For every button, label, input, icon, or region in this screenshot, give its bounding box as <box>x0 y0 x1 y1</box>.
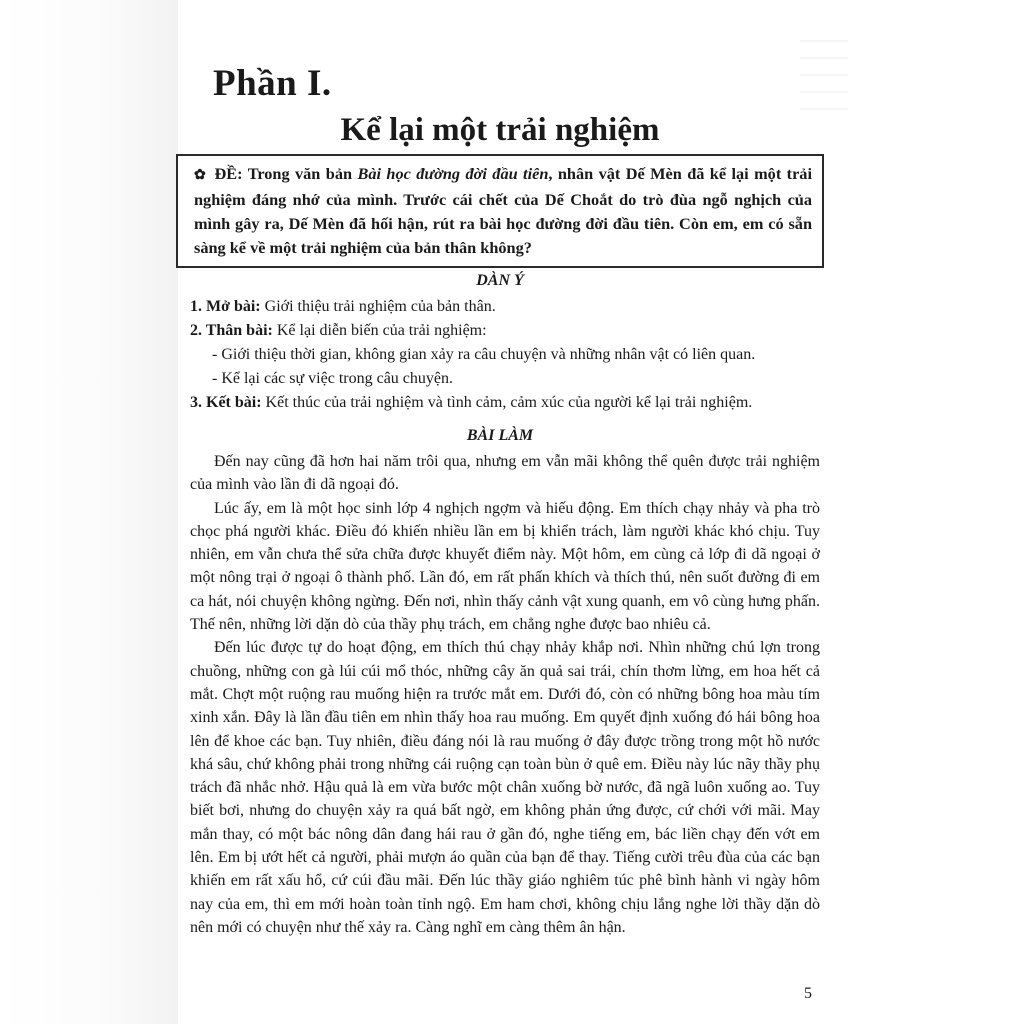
prompt-text-after: , nhân vật Dế Mèn đã kể lại một trải nghiệm đáng nhớ của mình. Trước cái chết của Dế Choắt do trò đùa ngỗ nghịch của mình gây ra, Dế Mèn đã hối hận, rút ra bài học đường đời đầu tiên. Còn em, em có sẵn sàng kể về một trải nghiệm của bản thân không? <box>194 164 812 257</box>
prompt-box <box>176 154 824 268</box>
outline-item-label: 1. Mở bài: <box>190 298 261 315</box>
outline-item-text: Kể lại diễn biến của trải nghiệm: <box>276 322 487 339</box>
essay-paragraph: Lúc ấy, em là một học sinh lớp 4 nghịch ngợm và hiếu động. Em thích chạy nhảy và pha trò chọc phá người khác. Điều đó khiến nhiều lần em bị khiển trách, làm người khác khó chịu. Tuy nhiên, em vẫn chưa thể sửa chữa được khuyết điểm này. Một hôm, em cùng cả lớp đi dã ngoại ở một nông trại ở ngoại ô thành phố. Lần đó, em rất phấn khích và thích thú, nên suốt đường đi em ca hát, nói chuyện không ngừng. Đến nơi, nhìn thấy cảnh vật xung quanh, em vô cùng hưng phấn. Thế nên, những lời dặn dò của thầy phụ trách, em chẳng nghe được bao nhiêu cả. <box>190 499 820 634</box>
outline-subitem: - Giới thiệu thời gian, không gian xảy ra câu chuyện và những nhân vật có liên quan. <box>212 346 756 363</box>
part-heading: Phần I. <box>213 63 332 104</box>
outline-item <box>190 391 820 415</box>
show-through-text <box>800 40 848 110</box>
outline-item <box>190 295 820 319</box>
prompt-italic-title: Bài học đường đời đầu tiên <box>357 164 549 183</box>
page-number: 5 <box>804 985 812 1002</box>
essay-paragraph: Đến lúc được tự do hoạt động, em thích thú chạy nhảy khắp nơi. Nhìn những chú lợn trong chuồng, những con gà lúi cúi mổ thóc, những cây ăn quả sai trái, chín thơm lừng, em hoa hết cả mắt. Chợt một ruộng rau muống hiện ra trước mắt em. Dưới đó, còn có những bông hoa màu tím xinh xắn. Đây là lần đầu tiên em nhìn thấy hoa rau muống. Em quyết định xuống đó hái bông hoa lên để khoe các bạn. Tuy nhiên, điều đáng nói là rau muống ở đây được trồng trong một hồ nước khá sâu, chứ không phải trong những cái ruộng cạn toàn bùn ở quê em. Điều này lúc nãy thầy phụ trách đã nhắc nhở. Hậu quả là em vừa bước một chân xuống bờ nước, đã ngã luôn xuống ao. Tuy biết bơi, nhưng do chuyện xảy ra quá bất ngờ, em không phản ứng được, cứ chới với mãi. May mắn thay, có một bác nông dân đang hái rau ở gần đó, nghe tiếng em, bác liền chạy đến vớt em lên. Em bị ướt hết cả người, phải mượn áo quần của bạn để thay. Tiếng cười trêu đùa của các bạn khiến em rất xấu hổ, cứ cúi đầu mãi. Đến lúc thầy giáo nghiêm túc phê bình hành vi ngày hôm nay của em, thì em mới hoàn toàn tỉnh ngộ. Em ham chơi, không chịu lắng nghe lời thầy dặn dò nên mới có chuyện như thế xảy ra. Càng nghĩ em càng thêm ân hận. <box>190 639 820 936</box>
outline-heading: DÀN Ý <box>476 272 524 289</box>
page-margin-shade <box>0 0 178 1024</box>
essay-heading: BÀI LÀM <box>466 427 534 444</box>
prompt-label: ĐỀ: <box>214 164 243 183</box>
outline-item-text: Kết thúc của trải nghiệm và tình cảm, cảm xúc của người kể lại trải nghiệm. <box>265 394 753 411</box>
essay-paragraph: Đến nay cũng đã hơn hai năm trôi qua, nhưng em vẫn mãi không thể quên được trải nghiệm của mình vào lần đi dã ngoại đó. <box>190 453 820 494</box>
outline-item <box>190 319 820 343</box>
outline-item-label: 3. Kết bài: <box>190 394 262 411</box>
outline-list <box>190 295 820 415</box>
flower-icon: ✿ <box>194 168 208 183</box>
outline-item-text: Giới thiệu trải nghiệm của bản thân. <box>264 298 496 315</box>
prompt-text-before: Trong văn bản <box>247 164 353 183</box>
outline-subitem: - Kể lại các sự việc trong câu chuyện. <box>212 370 454 387</box>
essay-body <box>190 450 820 939</box>
outline-item-label: 2. Thân bài: <box>190 322 273 339</box>
page-title: Kể lại một trải nghiệm <box>340 112 660 148</box>
